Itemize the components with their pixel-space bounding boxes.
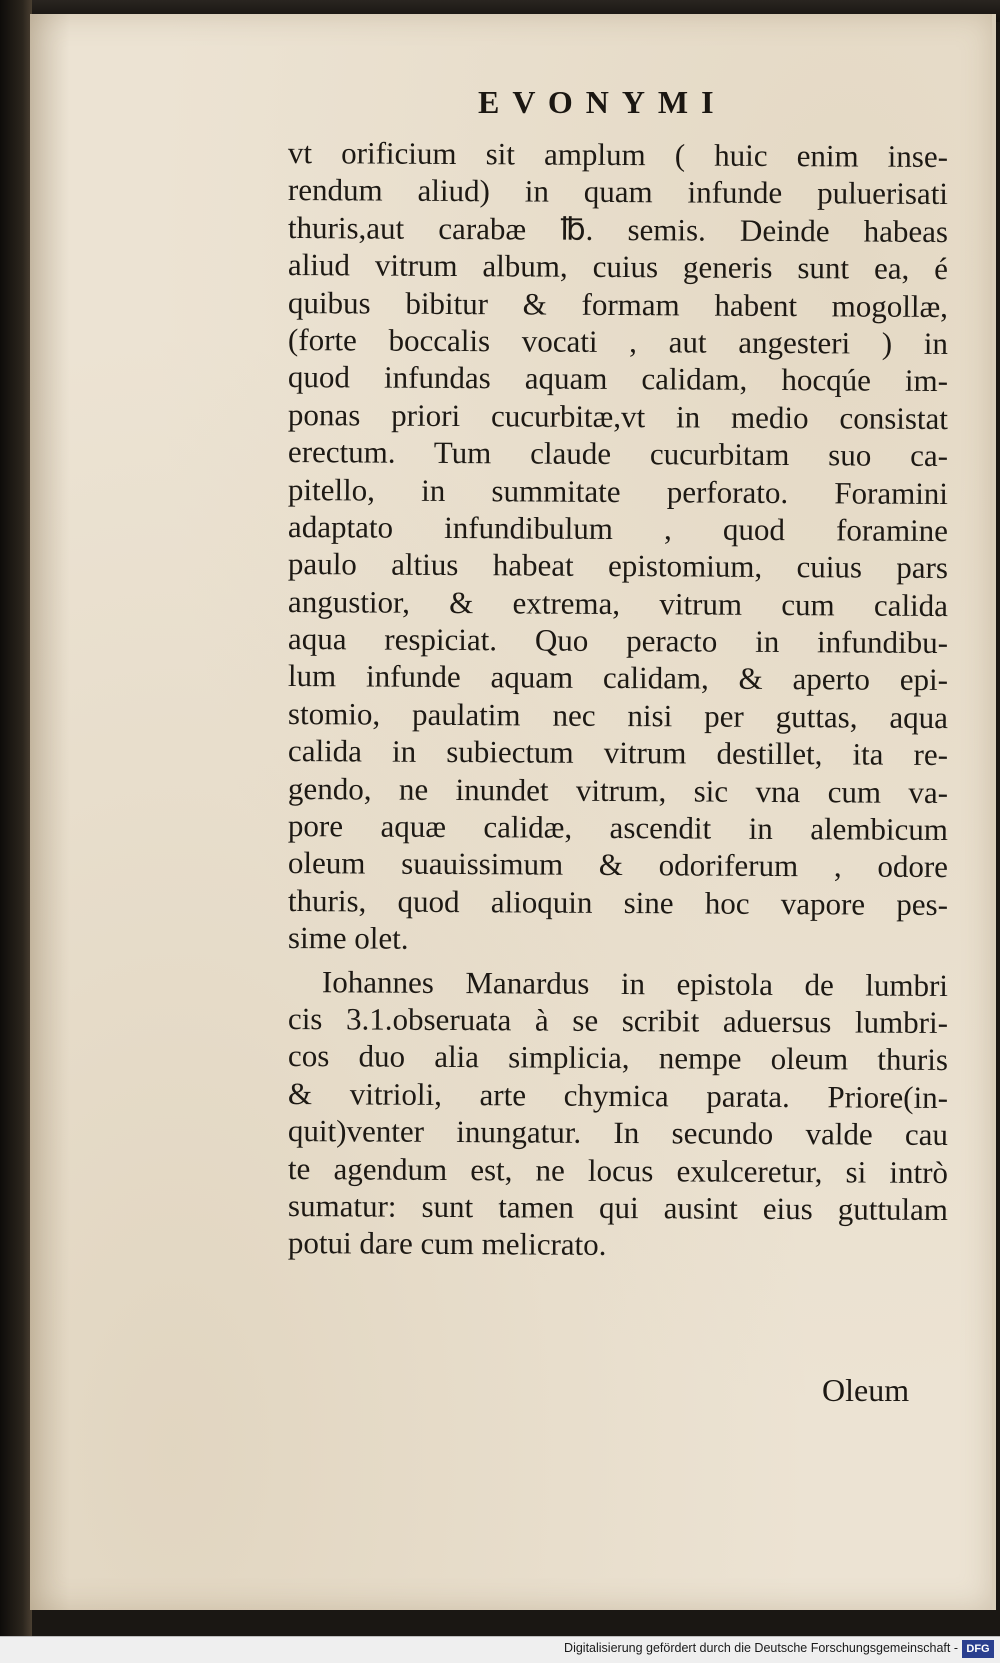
catchword: Oleum xyxy=(822,1372,910,1408)
text-line: pitello, in summitate perforato. Foramini xyxy=(287,471,949,511)
text-block xyxy=(288,134,948,1262)
text-line: potui dare cum melicrato. xyxy=(287,1225,607,1263)
book-spine-shadow xyxy=(0,0,32,1663)
paragraph-1 xyxy=(288,134,948,957)
text-line: vt orificium sit amplum ( huic enim inse- xyxy=(287,135,949,175)
footer-credit: Digitalisierung gefördert durch die Deutsche Forschungsgemeinschaft - xyxy=(564,1641,958,1655)
text-line: erectum. Tum claude cucurbitam suo ca- xyxy=(287,434,949,474)
text-line: sime olet. xyxy=(287,920,409,956)
text-line: stomio, paulatim nec nisi per guttas, aqua xyxy=(287,695,949,735)
text-line: te agendum est, ne locus exulceretur, si intrò xyxy=(287,1150,949,1190)
text-line: quod infundas aquam calidam, hocqúe im- xyxy=(287,359,949,399)
text-line: cis 3.1.obseruata à se scribit aduersus lumbri- xyxy=(287,1000,949,1041)
text-line: cos duo alia simplicia, nempe oleum thuris xyxy=(287,1038,949,1078)
text-line: ponas priori cucurbitæ,vt in medio consistat xyxy=(287,396,949,436)
text-line: & vitrioli, arte chymica parata. Priore(in- xyxy=(287,1075,949,1115)
text-line: gendo, ne inundet vitrum, sic vna cum va- xyxy=(287,770,949,810)
text-line: adaptato infundibulum , quod foramine xyxy=(287,508,949,548)
text-line: oleum suauissimum & odoriferum , odore xyxy=(287,845,949,885)
text-line: quit)venter inungatur. In secundo valde cau xyxy=(287,1113,949,1153)
paragraph-2 xyxy=(288,963,948,1262)
text-line: aqua respiciat. Quo peracto in infundibu- xyxy=(287,621,949,661)
dfg-logo: DFG xyxy=(962,1640,994,1658)
digitization-footer xyxy=(0,1636,1000,1663)
text-line: thuris,aut carabæ ℔. semis. Deinde habeas xyxy=(287,209,949,249)
text-line: pore aquæ calidæ, ascendit in alembicum xyxy=(287,808,949,848)
text-line: sumatur: sunt tamen qui ausint eius guttulam xyxy=(287,1187,949,1227)
text-line: paulo altius habeat epistomium, cuius pars xyxy=(287,546,949,586)
text-line: angustior, & extrema, vitrum cum calida xyxy=(287,583,949,623)
text-line: aliud vitrum album, cuius generis sunt ea, é xyxy=(287,247,949,287)
text-line: rendum aliud) in quam infunde puluerisati xyxy=(287,172,949,212)
text-line: calida in subiectum vitrum destillet, ita re- xyxy=(287,733,949,773)
text-line: quibus bibitur & formam habent mogollæ, xyxy=(287,284,949,324)
text-line: Iohannes Manardus in epistola de lumbri xyxy=(321,963,949,1003)
running-head: EVONYMI xyxy=(478,84,727,120)
text-line: thuris, quod alioquin sine hoc vapore pes- xyxy=(287,882,949,922)
text-line: lum infunde aquam calidam, & aperto epi- xyxy=(287,658,949,698)
text-line: (forte boccalis vocati , aut angesteri ) in xyxy=(287,321,949,361)
